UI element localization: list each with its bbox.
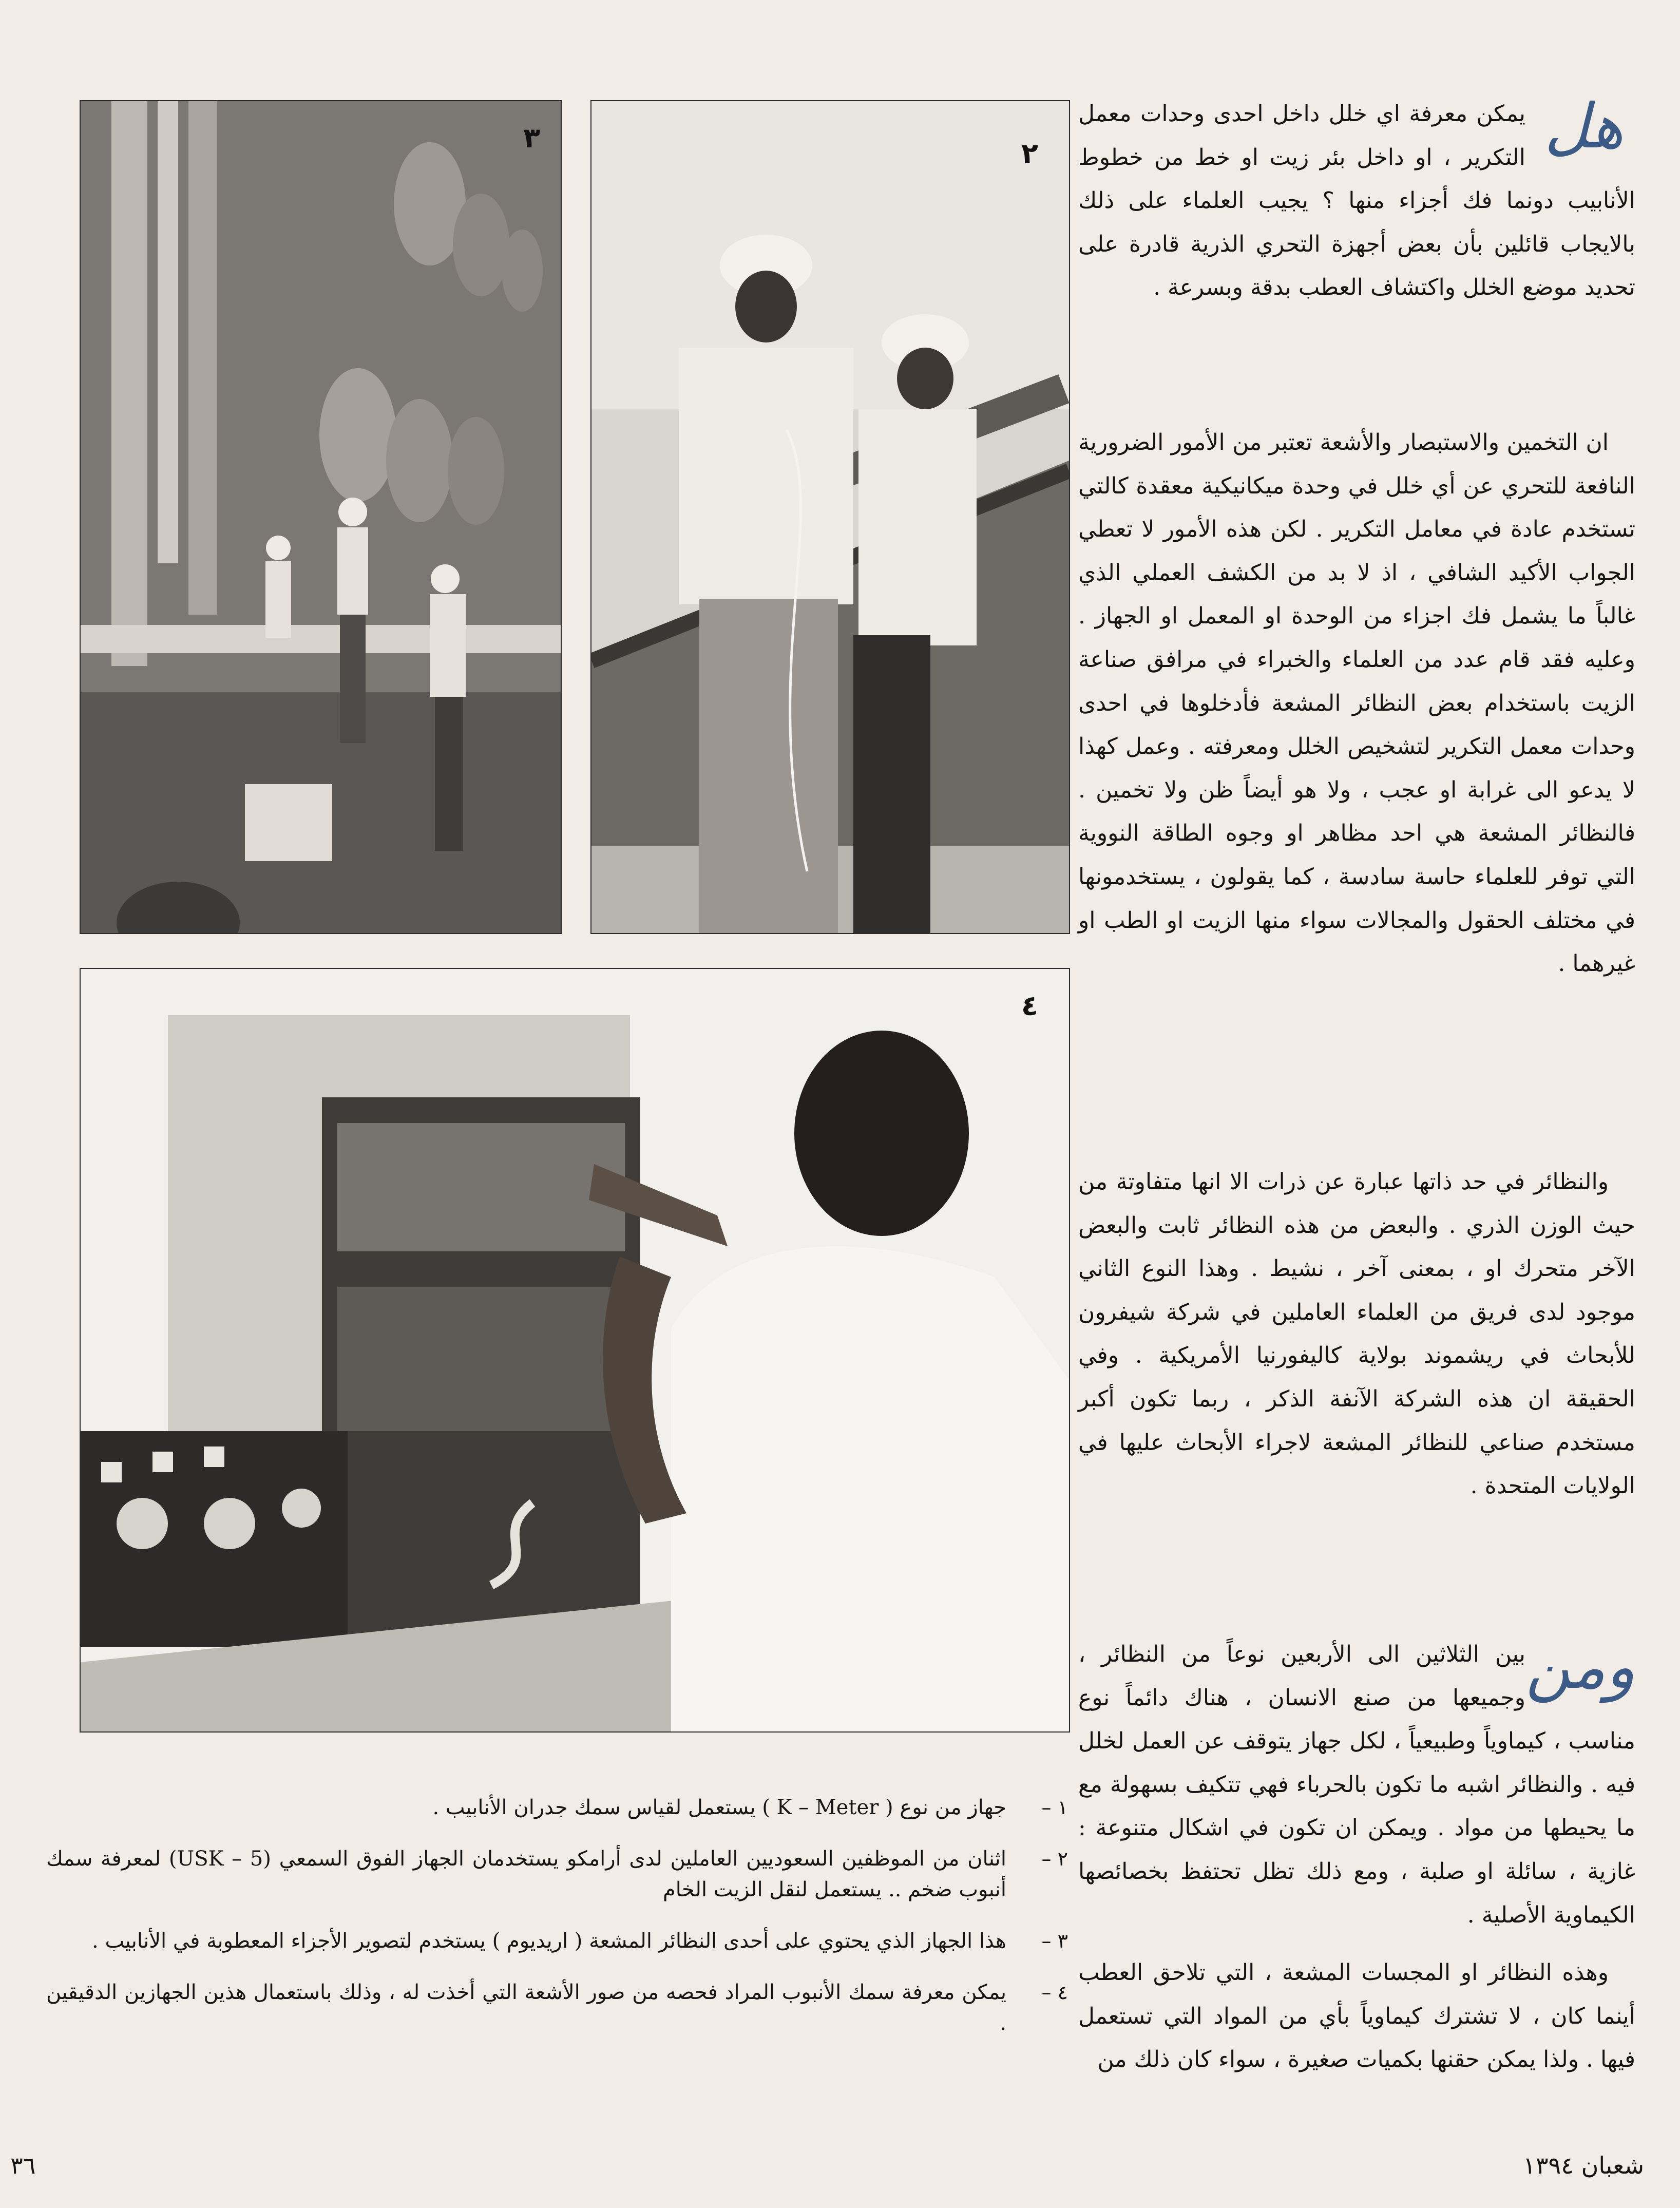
photo-captions [46,1792,1073,2059]
caption-text: يمكن معرفة سمك الأنبوب المراد فحصه من صور الأشعة التي أخذت له ، وذلك باستعمال هذين الجهازين الدقيقين . [46,1981,1006,2035]
photo-technician-instrument [80,968,1070,1733]
photo-workers-pipe [590,100,1070,934]
technician-illustration [81,969,1069,1731]
caption-2 [46,1843,1073,1905]
article-paragraph-4 [1078,1633,1635,1951]
dropcap-hal: هل [1544,91,1624,162]
article-paragraph-1 [1078,92,1635,421]
photo-refinery-exchangers [80,100,562,934]
caption-number: ١ – [1041,1796,1068,1819]
caption-text: اثنان من الموظفين السعوديين العاملين لدى أرامكو يستخدمان الجهاز الفوق السمعي (USK – 5) لمعرفة سمك أنبوب ضخم .. يستعمل لنقل الزيت الخام [46,1847,1007,1901]
caption-number: ٤ – [1041,1981,1068,2004]
caption-number: ٣ – [1041,1930,1068,1952]
issue-date: شعبان ١٣٩٤ [1523,2152,1644,2179]
paragraph-4-text: بين الثلاثين الى الأربعين نوعاً من النظائر ، وجميعها من صنع الانسان ، هناك دائماً نوع مناسب ، كيماوياً وطبيعياً ، لكل جهاز يتوقف عن العمل لخلل فيه . والنظائر اشبه ما تكون بالحرباء فهي تتكيف بسهولة مع ما يحيطها من مواد . ويمكن ان تكون في اشكال متنوعة : غازية ، سائلة او صلبة ، ومع ذلك تظل تحتفظ بخصائصها الكيماوية الأصلية . [1078,1641,1636,1928]
refinery-illustration [81,101,561,933]
article-paragraph-5: وهذه النظائر او المجسات المشعة ، التي تلاحق العطب أينما كان ، لا تشترك كيماوياً بأي من المواد التي تستعمل فيها . ولذا يمكن حقنها بكميات صغيرة ، سواء كان ذلك من [1078,1959,1635,2073]
article-body [1078,91,1636,2073]
article-paragraph-2: ان التخمين والاستبصار والأشعة تعتبر من الأمور الضرورية النافعة للتحري عن أي خلل في وحدة ميكانيكية معقدة كالتي تستخدم عادة في معامل التكرير . لكن هذه الأمور لا تعطي الجواب الأكيد الشافي ، اذ لا بد من الكشف العملي الذي غالباً ما يشمل فك اجزاء من الوحدة او المعمل او الجهاز . وعليه فقد قام عدد من العلماء والخبراء في مرافق صناعة الزيت باستخدام بعض النظائر المشعة فأدخلوها في احدى وحدات معمل التكرير لتشخيص الخلل ومعرفته . وعمل كهذا لا يدعو الى غرابة او عجب ، ولا هو أيضاً ظن ولا تخمين . فالنظائر المشعة هي احد مظاهر او وجوه الطاقة النووية التي توفر للعلماء حاسة سادسة ، كما يقولون ، يستخدمونها في مختلف الحقول والمجالات سواء منها الزيت او الطب او غيرهما . [1078,429,1636,977]
caption-text: هذا الجهاز الذي يحتوي على أحدى النظائر المشعة ( اريديوم ) يستخدم لتصوير الأجزاء المعطوبة في الأنابيب . [92,1929,1006,1953]
workers-illustration [591,101,1069,933]
article-paragraph-3: والنظائر في حد ذاتها عبارة عن ذرات الا انها متفاوتة من حيث الوزن الذري . والبعض من هذه النظائر ثابت والبعض الآخر متحرك او ، بمعنى آخر ، نشيط . وهذا النوع الثاني موجود لدى فريق من العلماء العاملين في شركة شيفرون للأبحاث في ريشموند بولاية كاليفورنيا الأمريكية . وفي الحقيقة ان هذه الشركة الآنفة الذكر ، ربما تكون أكبر مستخدم صناعي للنظائر المشعة لاجراء الأبحاث عليها في الولايات المتحدة . [1078,1169,1635,1499]
caption-text: جهاز من نوع ( K – Meter ) يستعمل لقياس سمك جدران الأنابيب . [432,1796,1006,1819]
caption-number: ٢ – [1041,1848,1068,1870]
photo-number-4: ٤ [1021,989,1038,1022]
caption-4 [46,1977,1073,2039]
dropcap-wamin: ومن [1525,1631,1635,1703]
page-number: ٣٦ [10,2152,36,2179]
caption-3 [46,1926,1073,1956]
photo-number-3: ٣ [523,122,540,154]
paragraph-1-text: يمكن معرفة اي خلل داخل احدى وحدات معمل التكرير ، او داخل بئر زيت او خط من خطوط الأنابيب دونما فك أجزاء منها ؟ يجيب العلماء على ذلك بالايجاب قائلين بأن بعض أجهزة التحري الذرية قادرة على تحديد موضع الخلل واكتشاف العطب بدقة وبسرعة . [1078,101,1635,301]
photo-number-2: ٢ [1021,137,1038,169]
caption-1 [46,1792,1073,1823]
